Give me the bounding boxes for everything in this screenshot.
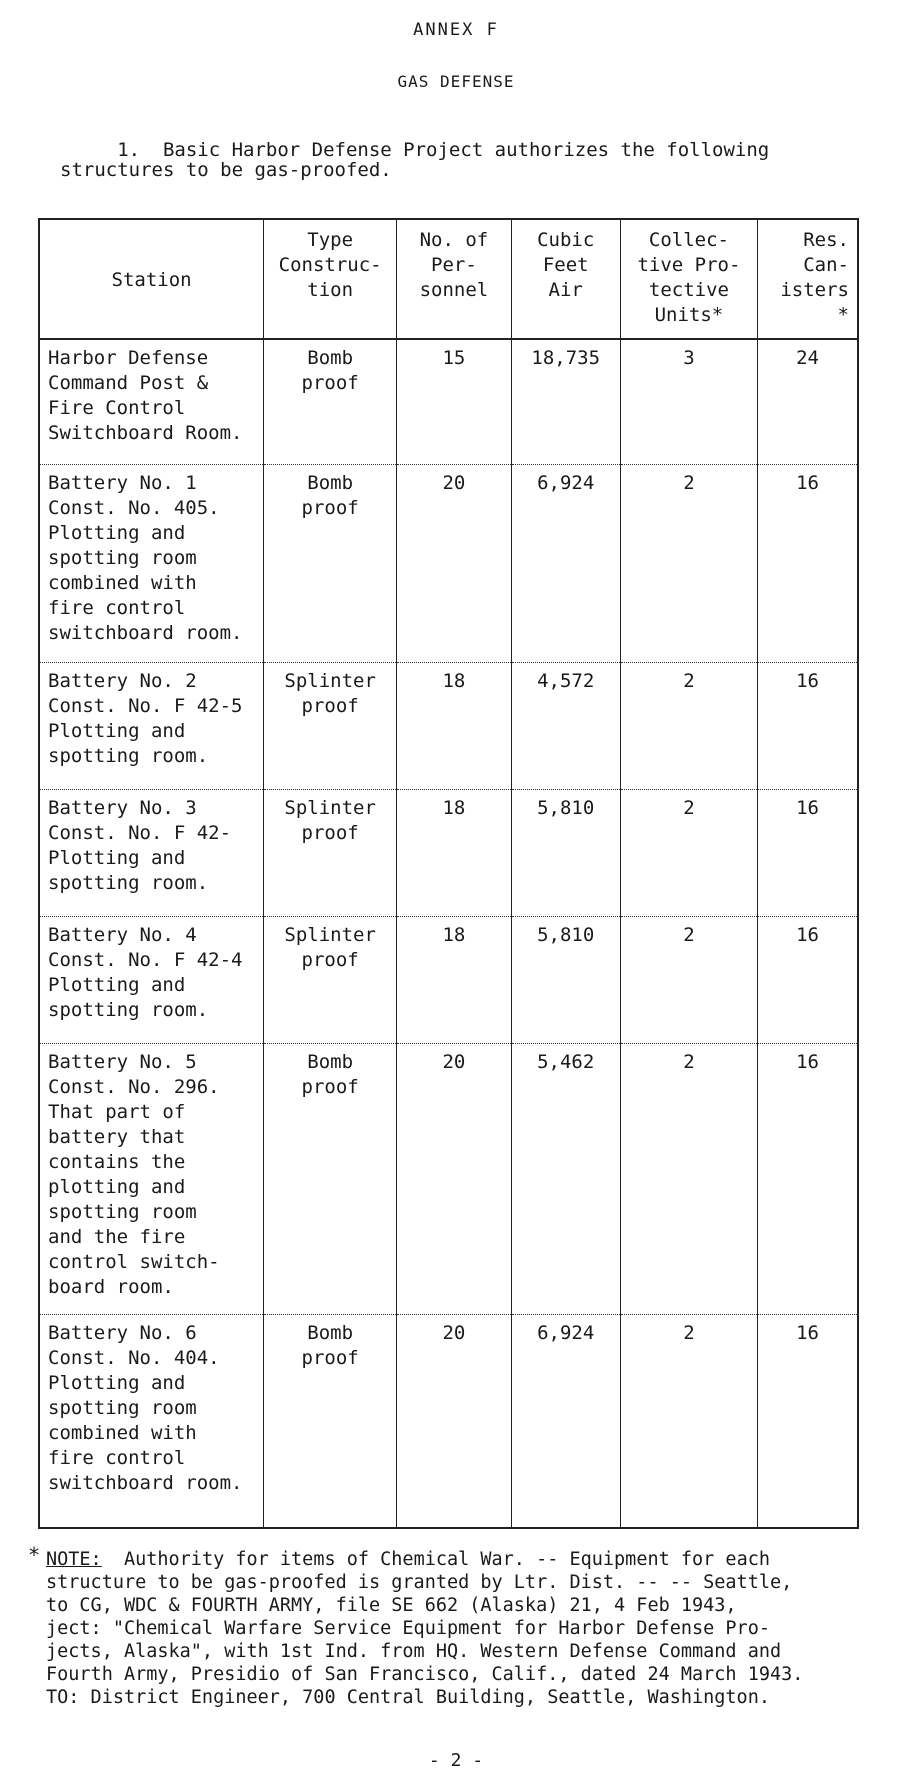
units-cell: 2	[620, 663, 757, 790]
units-cell: 2	[620, 917, 757, 1044]
column-header-units: Collec- tive Pro- tective Units*	[620, 219, 757, 339]
type-cell: Bomb proof	[264, 1315, 397, 1529]
canisters-cell: 16	[758, 917, 858, 1044]
table-row	[39, 339, 858, 465]
station-cell: Battery No. 1 Const. No. 405. Plotting and spotting room combined with fire control switchboard room.	[39, 465, 264, 663]
canisters-cell: 24	[758, 339, 858, 465]
cubic-feet-cell: 18,735	[511, 339, 620, 465]
station-cell: Battery No. 2 Const. No. F 42-5 Plotting and spotting room.	[39, 663, 264, 790]
intro-paragraph: 1. Basic Harbor Defense Project authorizes the following structures to be gas-proofed.	[60, 139, 770, 181]
canisters-cell: 16	[758, 465, 858, 663]
station-cell: Battery No. 6 Const. No. 404. Plotting and spotting room combined with fire control switchboard room.	[39, 1315, 264, 1529]
personnel-cell: 15	[397, 339, 512, 465]
column-header-personnel: No. of Per- sonnel	[397, 219, 512, 339]
cubic-feet-cell: 5,810	[511, 790, 620, 917]
type-cell: Bomb proof	[264, 339, 397, 465]
cubic-feet-cell: 6,924	[511, 465, 620, 663]
column-header-canisters: Res. Can- isters *	[758, 219, 858, 339]
footnote	[28, 1543, 898, 1708]
type-cell: Splinter proof	[264, 917, 397, 1044]
annex-heading: ANNEX F	[413, 20, 499, 40]
units-cell: 2	[620, 790, 757, 917]
units-cell: 2	[620, 1315, 757, 1529]
footnote-text: Authority for items of Chemical War. -- Equipment for each structure to be gas-proofed is granted by Ltr. Dist. -- -- Seattle, to CG, WDC & FOURTH ARMY, file SE 662 (Alaska) 21, 4 Feb 1943, ject: "Chemical Warfare Service Equipment for Harbor Defense Pro- jects, Alaska", with 1st Ind. from HQ. Western Defense Command and Fourth Army, Presidio of San Francisco, Calif., dated 24 March 1943. TO: District Engineer, 700 Central Building, Seattle, Washington.	[46, 1549, 804, 1708]
units-cell: 3	[620, 339, 757, 465]
cubic-feet-cell: 4,572	[511, 663, 620, 790]
gas-defense-table	[38, 218, 859, 1529]
cubic-feet-cell: 5,462	[511, 1044, 620, 1315]
units-cell: 2	[620, 465, 757, 663]
column-header-type: Type Construc- tion	[264, 219, 397, 339]
type-cell: Splinter proof	[264, 790, 397, 917]
station-cell: Battery No. 5 Const. No. 296. That part of battery that contains the plotting and spotting room and the fire control switch- board room.	[39, 1044, 264, 1315]
station-cell: Battery No. 4 Const. No. F 42-4 Plotting and spotting room.	[39, 917, 264, 1044]
table-row	[39, 465, 858, 663]
footnote-body	[46, 1548, 803, 1709]
type-cell: Bomb proof	[264, 465, 397, 663]
personnel-cell: 18	[397, 790, 512, 917]
footnote-asterisk: *	[28, 1543, 41, 1567]
personnel-cell: 20	[397, 1044, 512, 1315]
canisters-cell: 16	[758, 1044, 858, 1315]
cubic-feet-cell: 6,924	[511, 1315, 620, 1529]
station-cell: Battery No. 3 Const. No. F 42- Plotting and spotting room.	[39, 790, 264, 917]
personnel-cell: 20	[397, 1315, 512, 1529]
footnote-label: NOTE:	[46, 1549, 102, 1570]
section-title: GAS DEFENSE	[397, 72, 515, 91]
personnel-cell: 20	[397, 465, 512, 663]
table-row	[39, 663, 858, 790]
type-cell: Splinter proof	[264, 663, 397, 790]
units-cell: 2	[620, 1044, 757, 1315]
table-row	[39, 917, 858, 1044]
table-row	[39, 790, 858, 917]
personnel-cell: 18	[397, 663, 512, 790]
table-row	[39, 1044, 858, 1315]
table-row	[39, 1315, 858, 1529]
column-header-cubic-feet: Cubic Feet Air	[511, 219, 620, 339]
cubic-feet-cell: 5,810	[511, 917, 620, 1044]
station-cell: Harbor Defense Command Post & Fire Control Switchboard Room.	[39, 339, 264, 465]
table-header-row	[39, 219, 858, 339]
personnel-cell: 18	[397, 917, 512, 1044]
column-header-station: Station	[39, 219, 264, 339]
canisters-cell: 16	[758, 1315, 858, 1529]
canisters-cell: 16	[758, 663, 858, 790]
canisters-cell: 16	[758, 790, 858, 917]
type-cell: Bomb proof	[264, 1044, 397, 1315]
page-number: - 2 -	[428, 1750, 484, 1771]
